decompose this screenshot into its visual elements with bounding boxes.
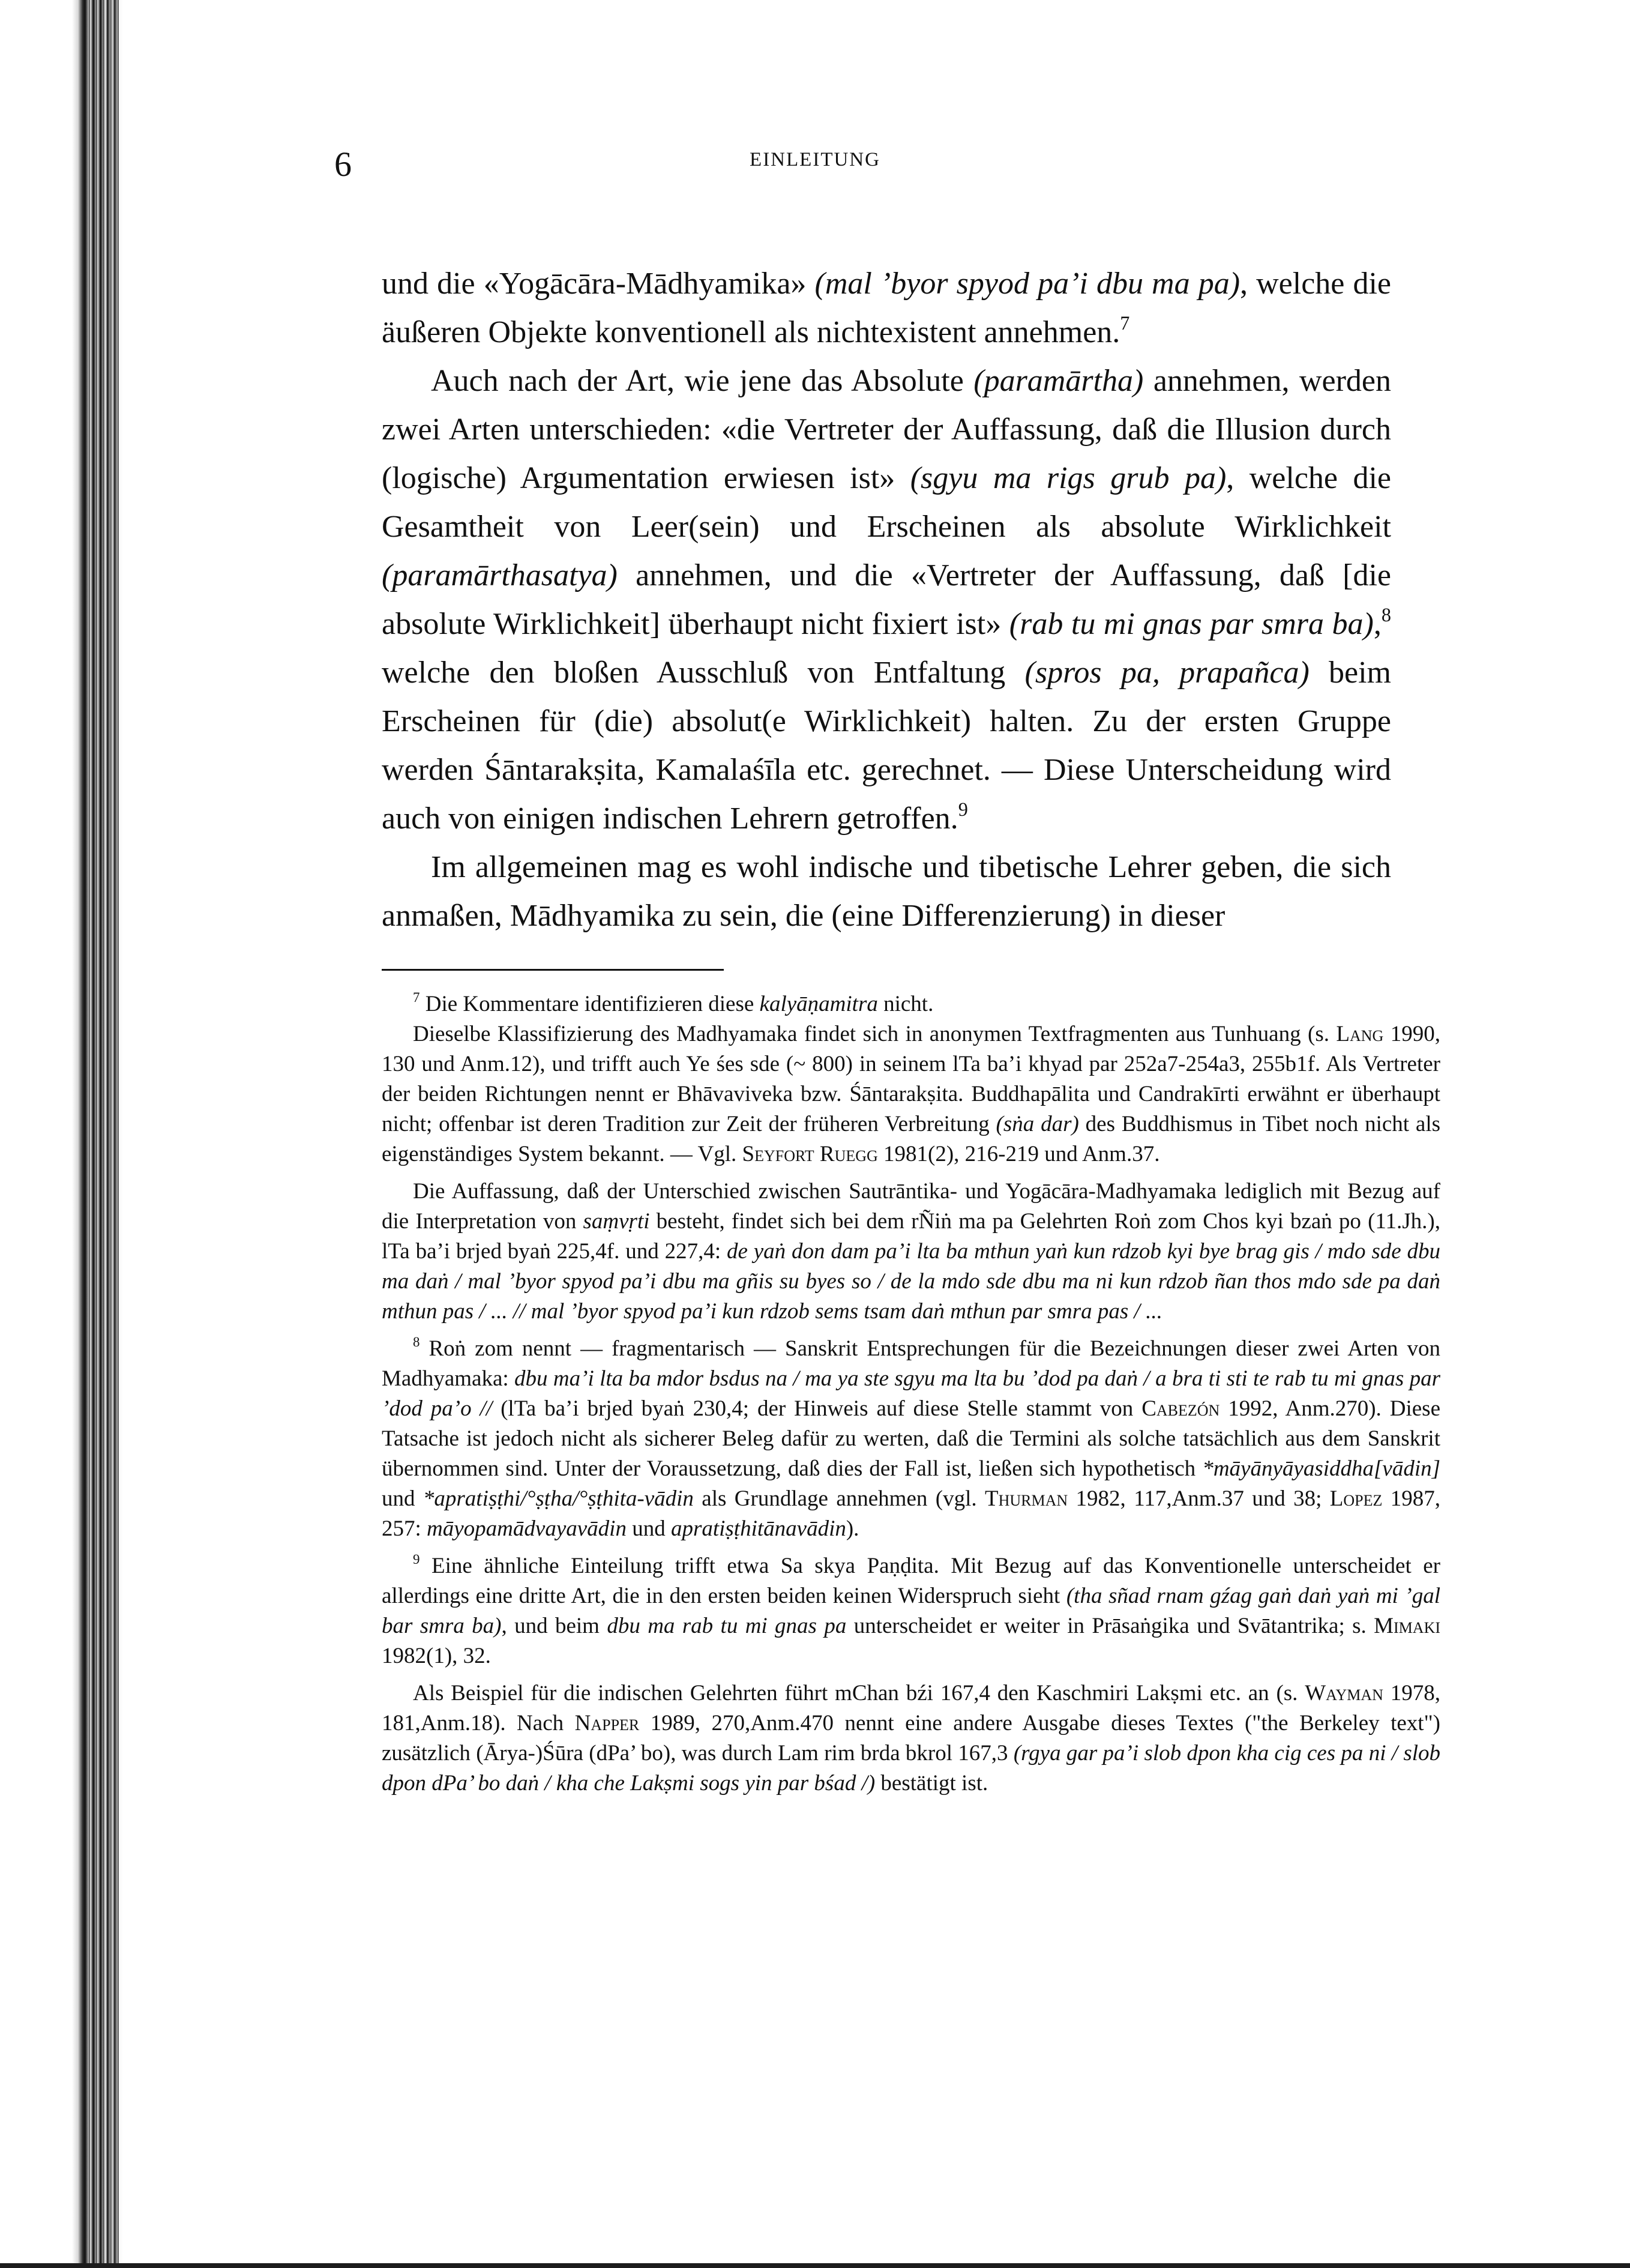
text-run: Als Beispiel für die indischen Gelehrten führt mChan bźi 167,4 den Kaschmiri Lakṣmi etc. an (s. <box>413 1681 1305 1706</box>
author-name: Mimaki <box>1374 1614 1441 1638</box>
italic-term: kalyāṇamitra <box>759 992 878 1016</box>
italic-term: (paramārtha) <box>973 364 1144 398</box>
text-run: 1978, 181,Anm.18). Nach <box>382 1681 1440 1736</box>
text-run: als Grundlage annehmen (vgl. <box>693 1486 985 1511</box>
footnote-number: 7 <box>413 990 420 1006</box>
text-run: Im allgemeinen mag es wohl indische und tibetische Lehrer geben, die sich anmaßen, Mādhyamika zu sein, die (eine Differenzierung) in dieser <box>382 850 1391 933</box>
italic-quote: dbu ma’i lta ba mdor bsdus na / ma ya ste sgyu ma lta bu ’dod pa daṅ / a bra ti sti te rab tu mi gnas par ’dod pa’o // <box>382 1366 1440 1421</box>
italic-quote: de yaṅ don dam pa’i lta ba mthun yaṅ kun rdzob kyi bye brag gis / mdo sde dbu ma daṅ / mal ’byor spyod pa’i dbu ma gñis su byes so / de la mdo sde dbu ma ni kun rdzob ñan thos mdo sde pa daṅ mthun pas / ... // mal ’byor spyod pa’i kun rdzob sems tsam daṅ mthun par smra pas / ... <box>382 1239 1440 1324</box>
text-run: Auch nach der Art, wie jene das Absolute <box>431 364 974 398</box>
text-run: Die Auffassung, daß der Unterschied zwischen Sautrāntika- und Yogācāra-Madhyamaka lediglich mit Bezug auf die Interpretation von <box>382 1179 1440 1234</box>
italic-term: (sgyu ma rigs grub pa) <box>910 461 1227 495</box>
text-run: annehmen, werden zwei Arten unterschieden: «die Vertreter der Auffassung, daß die Illusion durch (logische) Argumentation erwiesen ist» <box>382 364 1392 495</box>
text-run: , und beim <box>501 1614 607 1638</box>
footnote-8 <box>382 1334 1440 1544</box>
text-run: beim Erscheinen für (die) absolut(e Wirklichkeit) halten. Zu der ersten Gruppe werden Śāntarakṣita, Kamalaśīla etc. gerechnet. — Diese Unterscheidung wird auch von einigen indischen Lehrern getroffen. <box>382 656 1391 836</box>
footnote-9-para-2 <box>382 1678 1440 1799</box>
text-run: Eine ähnliche Einteilung trifft etwa Sa skya Paṇḍita. Mit Bezug auf das Konventionelle unterscheidet er allerdings eine dritte Art, die in den ersten beiden keinen Widerspruch sieht <box>382 1554 1440 1608</box>
page-stack-lines <box>89 0 119 2268</box>
italic-term: saṃvṛti <box>583 1209 650 1234</box>
author-name: Cabezón <box>1141 1396 1220 1421</box>
italic-term: (rab tu mi gnas par smra ba) <box>1009 607 1374 641</box>
footnote-7-para-2 <box>382 1019 1440 1169</box>
italic-term: dbu ma rab tu mi gnas pa <box>607 1614 847 1638</box>
text-run: des Buddhismus in Tibet noch nicht als eigenständiges System bekannt. — Vgl. <box>382 1112 1440 1166</box>
main-text <box>382 259 1391 940</box>
page-number: 6 <box>334 145 352 184</box>
italic-term: (sṅa dar) <box>996 1112 1079 1136</box>
author-name: Napper <box>574 1711 640 1736</box>
italic-term: (mal ’byor spyod pa’i dbu ma pa) <box>814 267 1241 301</box>
footnote-ref-7[interactable]: 7 <box>1120 312 1130 334</box>
text-run: bestätigt ist. <box>875 1771 988 1796</box>
text-run: Die Kommentare identifizieren diese <box>420 992 760 1016</box>
text-run: nicht. <box>877 992 934 1016</box>
text-run: 1987, 257: <box>382 1486 1440 1541</box>
paragraph-3 <box>382 843 1391 940</box>
scan-bottom-edge <box>0 2263 1630 2268</box>
text-run: 1990, 130 und Anm.12), und trifft auch Ye śes sde (~ 800) in seinem lTa ba’i khyad par 252a7-254a3, 255b1f. Als Vertreter der beiden Richtungen nennt er Bhāvaviveka bzw. Śāntarakṣita. Buddhapālita und Candrakīrti erwähnt er überhaupt nicht; offenbar ist deren Tradition zur Zeit der früheren Verbreitung <box>382 1022 1440 1136</box>
italic-term: (spros pa, prapañca) <box>1024 656 1310 690</box>
text-run: Dieselbe Klassifizierung des Madhyamaka findet sich in anonymen Textfragmenten aus Tunhuang (s. <box>413 1022 1337 1046</box>
footnote-7 <box>382 989 1440 1019</box>
text-run: annehmen, und die «Vertreter der Auffassung, daß [die absolute Wirklichkeit] überhaupt nicht fixiert ist» <box>382 558 1391 641</box>
text-run: unterscheidet er weiter in Prāsaṅgika und Svātantrika; s. <box>846 1614 1374 1638</box>
italic-term: *māyānyāyasiddha[vādin] <box>1202 1456 1440 1481</box>
text-run: , <box>1373 607 1382 641</box>
author-name: Wayman <box>1305 1681 1383 1706</box>
footnote-9 <box>382 1551 1440 1671</box>
text-run: , welche die Gesamtheit von Leer(sein) und Erscheinen als absolute Wirklichkeit <box>382 461 1391 544</box>
footnote-7-para-3 <box>382 1177 1440 1327</box>
text-run: 1982, 117,Anm.37 und 38; <box>1068 1486 1330 1511</box>
footnote-number: 8 <box>413 1335 420 1350</box>
text-run: 1981(2), 216-219 und Anm.37. <box>877 1142 1160 1166</box>
author-name: Seyfort Ruegg <box>742 1142 878 1166</box>
footnote-ref-9[interactable]: 9 <box>958 798 968 821</box>
footnote-ref-8[interactable]: 8 <box>1381 604 1391 626</box>
text-run: welche den bloßen Ausschluß von Entfaltung <box>382 656 1025 690</box>
text-run: und die «Yogācāra-Mādhyamika» <box>382 267 815 301</box>
italic-term: (paramārthasatya) <box>382 558 618 593</box>
running-head: EINLEITUNG <box>750 149 880 170</box>
text-run: und <box>626 1516 671 1541</box>
text-run: besteht, findet sich bei dem rÑiṅ ma pa Gelehrten Roṅ zom Chos kyi bzaṅ po (11.Jh.), lTa ba’i brjed byaṅ 225,4f. und 227,4: <box>382 1209 1440 1264</box>
text-run: (lTa ba’i brjed byaṅ 230,4; der Hinweis auf diese Stelle stammt von <box>492 1396 1142 1421</box>
italic-term: māyopamādvayavādin <box>427 1516 627 1541</box>
paragraph-1 <box>382 259 1391 357</box>
author-name: Thurman <box>985 1486 1068 1511</box>
italic-quote: (rgya gar pa’i slob dpon kha cig ces pa ni / slob dpon dPa’ bo daṅ / kha che Lakṣmi sogs yin par bśad /) <box>382 1741 1440 1796</box>
author-name: Lopez <box>1329 1486 1383 1511</box>
text-run: 1992, Anm.270). Diese Tatsache ist jedoch nicht als sicherer Beleg dafür zu werten, daß die Termini als solche tatsächlich aus dem Sanskrit übernommen sind. Unter der Voraussetzung, daß dies der Fall ist, ließen sich hypothetisch <box>382 1396 1441 1481</box>
text-run: und <box>382 1486 423 1511</box>
italic-term: apratiṣṭhitānavādin <box>670 1516 846 1541</box>
footnote-separator <box>382 969 724 971</box>
paragraph-2 <box>382 357 1391 843</box>
text-run: ). <box>846 1516 859 1541</box>
italic-term: *apratiṣṭhi/°ṣṭha/°ṣṭhita-vādin <box>423 1486 694 1511</box>
author-name: Lang <box>1336 1022 1384 1046</box>
italic-term: (tha sñad rnam gźag gaṅ daṅ yaṅ mi ’gal bar smra ba) <box>382 1584 1440 1638</box>
text-run: , welche die äußeren Objekte konventionell als nichtexistent annehmen. <box>382 267 1392 349</box>
text-run: 1982(1), 32. <box>382 1644 491 1668</box>
text-run: 1989, 270,Anm.470 nennt eine andere Ausgabe dieses Textes ("the Berkeley text") zusätzlich (Ārya-)Śūra (dPa’ bo), was durch Lam rim brda bkrol 167,3 <box>382 1711 1441 1766</box>
text-run: Roṅ zom nennt — fragmentarisch — Sanskrit Entsprechungen für die Bezeichnungen dieser zwei Arten von Madhyamaka: <box>382 1336 1440 1391</box>
footnotes <box>382 989 1440 1799</box>
footnote-number: 9 <box>413 1552 420 1567</box>
